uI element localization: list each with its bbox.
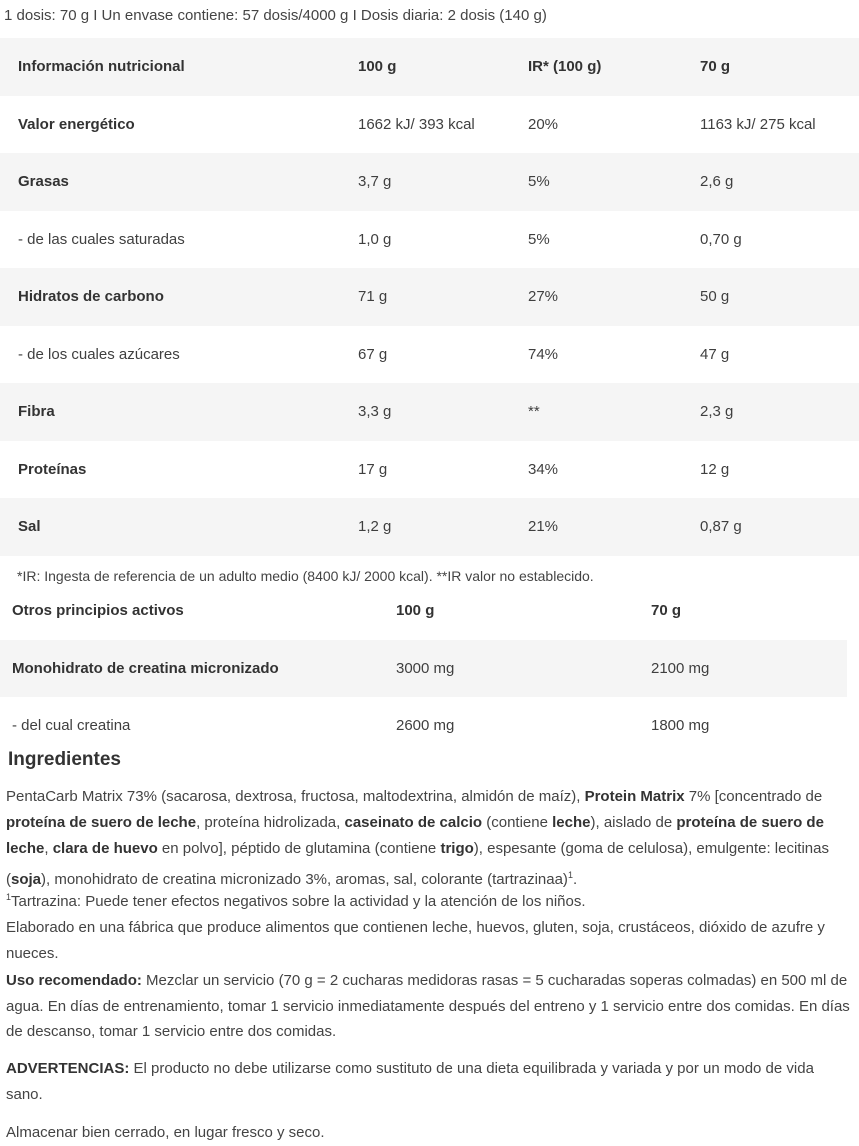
nutrient-value: 17 g xyxy=(358,460,388,478)
active-value: 2600 mg xyxy=(396,717,455,735)
active-name: Monohidrato de creatina micronizado xyxy=(0,640,384,698)
allergen-highlight: caseinato de calcio xyxy=(344,814,483,831)
nutrition-row xyxy=(0,211,859,269)
nutrient-value: 0,70 g xyxy=(700,230,742,248)
ingredients-text xyxy=(6,784,854,893)
active-header-cell: 100 g xyxy=(396,602,435,620)
nutrient-name: Fibra xyxy=(0,383,340,441)
nutrient-name: Proteínas xyxy=(18,460,87,478)
footnote-mark: 1 xyxy=(6,892,12,902)
active-header-row xyxy=(0,582,847,640)
nutrient-value: 0,87 g xyxy=(682,498,859,556)
nutrient-value: 71 g xyxy=(340,268,510,326)
nutrient-name: Hidratos de carbono xyxy=(0,268,340,326)
allergen-highlight: Protein Matrix xyxy=(584,788,685,805)
nutrient-value: 27% xyxy=(510,268,682,326)
ingredients-heading: Ingredientes xyxy=(8,749,121,770)
nutrient-value: 34% xyxy=(528,460,559,478)
nutrient-name: - de las cuales saturadas xyxy=(18,230,185,248)
nutrient-value: ** xyxy=(510,383,682,441)
active-row xyxy=(0,640,847,698)
active-table-body xyxy=(0,582,847,755)
allergen-highlight: proteína de suero de leche xyxy=(6,814,197,831)
nutrition-table-body xyxy=(0,38,859,556)
nutrient-value: 2,3 g xyxy=(682,383,859,441)
ingredient-text: en polvo], péptido de glutamina (contiene xyxy=(157,840,441,857)
nutrient-value: 2,6 g xyxy=(682,153,859,211)
nutrition-row xyxy=(0,383,859,441)
nutrient-value: 20% xyxy=(528,115,559,133)
active-row xyxy=(0,697,847,755)
nutrient-value: 5% xyxy=(510,153,682,211)
nutrition-header-cell: Información nutricional xyxy=(0,38,340,96)
ingredient-text: . xyxy=(572,871,578,888)
nutrient-name: Sal xyxy=(0,498,340,556)
allergen-highlight: proteína de suero de leche xyxy=(6,814,824,857)
ingredient-text: , proteína hidrolizada, xyxy=(196,814,345,831)
nutrition-table xyxy=(0,38,859,556)
allergen-highlight: clara de huevo xyxy=(52,840,158,857)
allergen-highlight: leche xyxy=(552,814,591,831)
active-header-cell: Otros principios activos xyxy=(12,602,184,620)
nutrient-value: 12 g xyxy=(700,460,730,478)
nutrient-value: 47 g xyxy=(700,345,730,363)
nutrient-value: 74% xyxy=(528,345,559,363)
nutrition-header-cell: 70 g xyxy=(682,38,859,96)
nutrient-name: Valor energético xyxy=(18,115,135,133)
nutrition-header-cell: IR* (100 g) xyxy=(510,38,682,96)
nutrition-row xyxy=(0,153,859,211)
nutrition-header-row xyxy=(0,38,859,96)
nutrient-value: 3,3 g xyxy=(340,383,510,441)
nutrition-row xyxy=(0,498,859,556)
active-ingredients-table xyxy=(0,582,847,755)
ingredient-text: ), monohidrato de creatina micronizado 3%, aromas, sal, colorante (tartrazinaa) xyxy=(41,871,568,888)
recommended-use-label: Uso recomendado: xyxy=(6,972,142,989)
nutrient-value: 67 g xyxy=(358,345,388,363)
ir-footnote: *IR: Ingesta de referencia de un adulto medio (8400 kJ/ 2000 kcal). **IR valor no establecido. xyxy=(17,568,594,584)
nutrient-value: 5% xyxy=(528,230,550,248)
allergen-highlight: trigo xyxy=(440,840,474,857)
active-name: - del cual creatina xyxy=(12,717,131,735)
nutrition-row xyxy=(0,326,859,384)
allergen-statement: Elaborado en una fábrica que produce alimentos que contienen leche, huevos, gluten, soja, crustáceos, dióxido de azufre y nueces. xyxy=(6,919,825,962)
recommended-use xyxy=(6,968,854,1045)
nutrient-name: - de los cuales azúcares xyxy=(18,345,180,363)
tartrazine-footnote: Tartrazina: Puede tener efectos negativos sobre la actividad y la atención de los niños. xyxy=(11,893,586,910)
ingredient-text: 7% [concentrado de xyxy=(684,788,823,805)
warnings-label: ADVERTENCIAS: xyxy=(6,1060,130,1077)
ingredient-text: PentaCarb Matrix 73% (sacarosa, dextrosa, fructosa, maltodextrina, almidón de maíz), xyxy=(6,788,585,805)
nutrition-row xyxy=(0,441,859,499)
nutrient-name: Grasas xyxy=(0,153,340,211)
nutrition-row xyxy=(0,268,859,326)
warnings xyxy=(6,1056,854,1108)
nutrient-value: 21% xyxy=(510,498,682,556)
ingredient-text: ), aislado de xyxy=(590,814,677,831)
nutrient-value: 1,0 g xyxy=(358,230,392,248)
warnings-text: El producto no debe utilizarse como sustituto de una dieta equilibrada y variada y por un modo de vida sano. xyxy=(6,1060,814,1103)
nutrient-value: 1163 kJ/ 275 kcal xyxy=(700,115,816,133)
active-value: 1800 mg xyxy=(651,717,710,735)
nutrient-value: 3,7 g xyxy=(340,153,510,211)
nutrition-row xyxy=(0,96,859,154)
ingredient-text: (contiene xyxy=(482,814,553,831)
ingredient-text: , xyxy=(44,840,53,857)
nutrient-value: 50 g xyxy=(682,268,859,326)
allergen-highlight: soja xyxy=(11,871,42,888)
active-value: 3000 mg xyxy=(384,640,639,698)
nutrient-value: 1,2 g xyxy=(340,498,510,556)
ingredients-notes xyxy=(6,884,854,967)
recommended-use-text: Mezclar un servicio (70 g = 2 cucharas medidoras rasas = 5 cucharadas soperas colmadas) en 500 ml de agua. En días de entrenamiento, tomar 1 servicio inmediatamente después del entreno y 1 servicio entre dos comidas. En días de descanso, tomar 1 servicio entre dos comidas. xyxy=(6,972,850,1040)
ingredient-text: ), espesante (goma de celulosa), emulgente: lecitinas ( xyxy=(6,840,829,888)
nutrient-value: 1662 kJ/ 393 kcal xyxy=(358,115,475,133)
active-header-cell: 70 g xyxy=(651,602,682,620)
serving-info: 1 dosis: 70 g I Un envase contiene: 57 dosis/4000 g I Dosis diaria: 2 dosis (140 g) xyxy=(4,7,547,24)
storage-instructions: Almacenar bien cerrado, en lugar fresco y seco. xyxy=(6,1124,325,1141)
nutrition-header-cell: 100 g xyxy=(340,38,510,96)
footnote-ref: 1 xyxy=(567,870,573,880)
active-value: 2100 mg xyxy=(639,640,847,698)
